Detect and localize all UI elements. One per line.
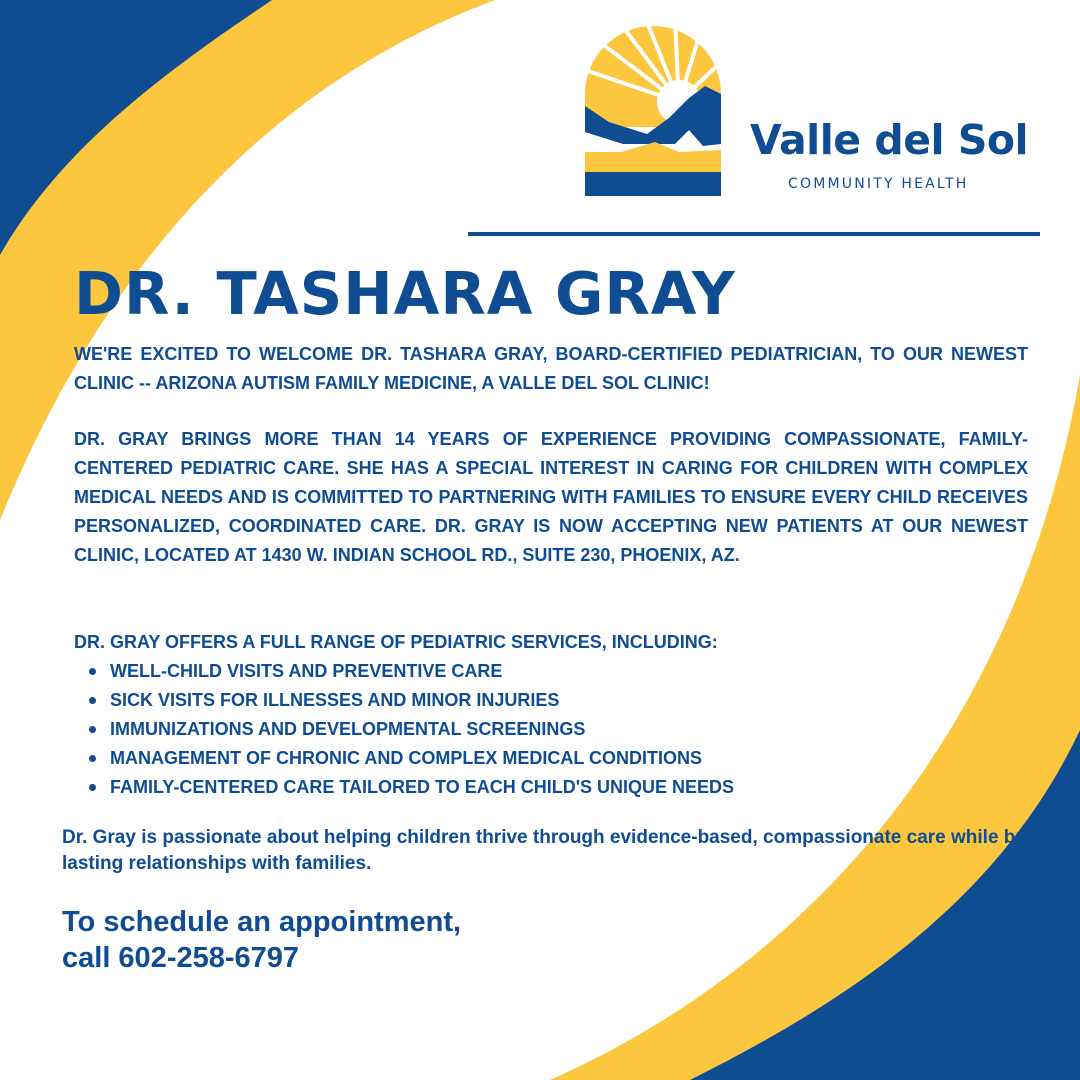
service-label: IMMUNIZATIONS AND DEVELOPMENTAL SCREENINGS	[110, 719, 586, 739]
bullet-dot-icon	[89, 726, 96, 733]
list-item	[110, 773, 734, 802]
bullet-dot-icon	[89, 784, 96, 791]
closing-paragraph: Dr. Gray is passionate about helping children thrive through evidence-based, compassionate care while building lasting relationships with families.	[62, 827, 1078, 874]
valle-del-sol-logo	[583, 22, 723, 198]
intro-paragraph: WE'RE EXCITED TO WELCOME DR. TASHARA GRAY, BOARD-CERTIFIED PEDIATRICIAN, TO OUR NEWEST CLINIC -- ARIZONA AUTISM FAMILY MEDICINE, A VALLE DEL SOL CLINIC!	[74, 344, 1028, 393]
service-label: FAMILY-CENTERED CARE TAILORED TO EACH CHILD'S UNIQUE NEEDS	[110, 777, 734, 797]
brand-subtitle: COMMUNITY HEALTH	[788, 176, 969, 192]
list-item	[110, 657, 734, 686]
call-to-action	[62, 904, 461, 976]
list-item	[110, 744, 734, 773]
page-title: DR. TASHARA GRAY	[74, 259, 736, 328]
bio-paragraph: DR. GRAY BRINGS MORE THAN 14 YEARS OF EXPERIENCE PROVIDING COMPASSIONATE, FAMILY-CENTERED PEDIATRIC CARE. SHE HAS A SPECIAL INTEREST IN CARING FOR CHILDREN WITH COMPLEX MEDICAL NEEDS AND IS COMMITTED TO PARTNERING WITH FAMILIES TO ENSURE EVERY CHILD RECEIVES PERSONALIZED, COORDINATED CARE. DR. GRAY IS NOW ACCEPTING NEW PATIENTS AT OUR NEWEST CLINIC, LOCATED AT 1430 W. INDIAN SCHOOL RD., SUITE 230, PHOENIX, AZ.	[74, 429, 1028, 565]
services-list	[110, 657, 734, 802]
services-heading: DR. GRAY OFFERS A FULL RANGE OF PEDIATRIC SERVICES, INCLUDING:	[74, 632, 718, 652]
list-item	[110, 715, 734, 744]
cta-line-1: To schedule an appointment,	[62, 906, 462, 938]
bullet-dot-icon	[89, 697, 96, 704]
bullet-dot-icon	[89, 755, 96, 762]
bullet-dot-icon	[89, 668, 96, 675]
brand-name: Valle del Sol	[750, 116, 1029, 164]
cta-phone: call 602-258-6797	[62, 942, 300, 974]
service-label: SICK VISITS FOR ILLNESSES AND MINOR INJURIES	[110, 690, 560, 710]
service-label: MANAGEMENT OF CHRONIC AND COMPLEX MEDICAL CONDITIONS	[110, 748, 702, 768]
header-divider	[468, 232, 1040, 236]
list-item	[110, 686, 734, 715]
service-label: WELL-CHILD VISITS AND PREVENTIVE CARE	[110, 661, 503, 681]
